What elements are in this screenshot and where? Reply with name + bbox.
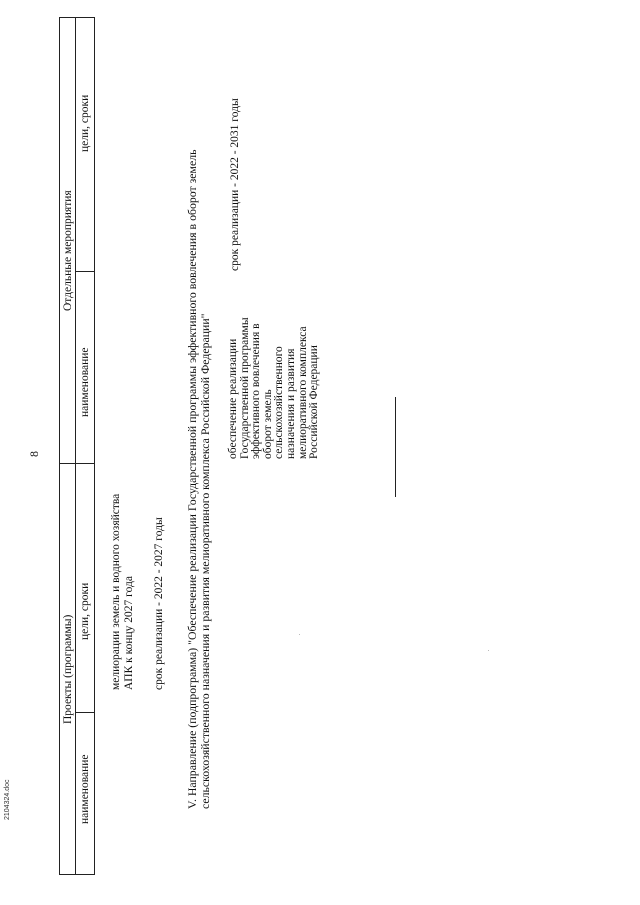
measure-name: обеспечение реализации Государственной программы эффективного вовлечения в оборот земель сельскохозяйственного назначения и развития мелиоративного комплекса Российской Федерации bbox=[227, 317, 321, 459]
project-goal-text: мелиорации земель и водного хозяйства АПК к концу 2027 года bbox=[110, 493, 135, 690]
file-reference: 2104324.doc bbox=[4, 779, 11, 820]
projects-col-divider bbox=[75, 712, 94, 713]
measures-group-title: Отдельные мероприятия bbox=[62, 190, 74, 311]
measure-period: срок реализации - 2022 - 2031 годы bbox=[229, 98, 241, 271]
project-period: срок реализации - 2022 - 2027 годы bbox=[153, 517, 165, 690]
projects-name-header: наименование bbox=[79, 754, 91, 824]
measures-name-header: наименование bbox=[79, 347, 91, 417]
table-left-border bbox=[59, 874, 94, 875]
page-number: 8 bbox=[27, 451, 41, 457]
projects-goals-header: цели, сроки bbox=[79, 582, 91, 640]
section-heading: V. Направление (подпрограмма) "Обеспечение реализации Государственной программы эффективного вовлечения в оборот земель сельскохозяйственного назначения и развития мелиоративного комплекса Российской Федерации" bbox=[185, 149, 212, 809]
scan-speck bbox=[488, 650, 489, 651]
measures-col-divider bbox=[75, 271, 94, 272]
table-top-rule bbox=[59, 17, 60, 875]
table-right-border bbox=[59, 17, 94, 18]
table-group-divider bbox=[59, 463, 94, 464]
table-header-bottom-rule bbox=[94, 17, 95, 875]
table-header-mid-rule bbox=[75, 17, 76, 875]
projects-group-title: Проекты (программы) bbox=[62, 614, 74, 724]
measures-goals-header: цели, сроки bbox=[79, 94, 91, 152]
closing-rule bbox=[395, 397, 396, 497]
scan-speck bbox=[299, 634, 300, 635]
